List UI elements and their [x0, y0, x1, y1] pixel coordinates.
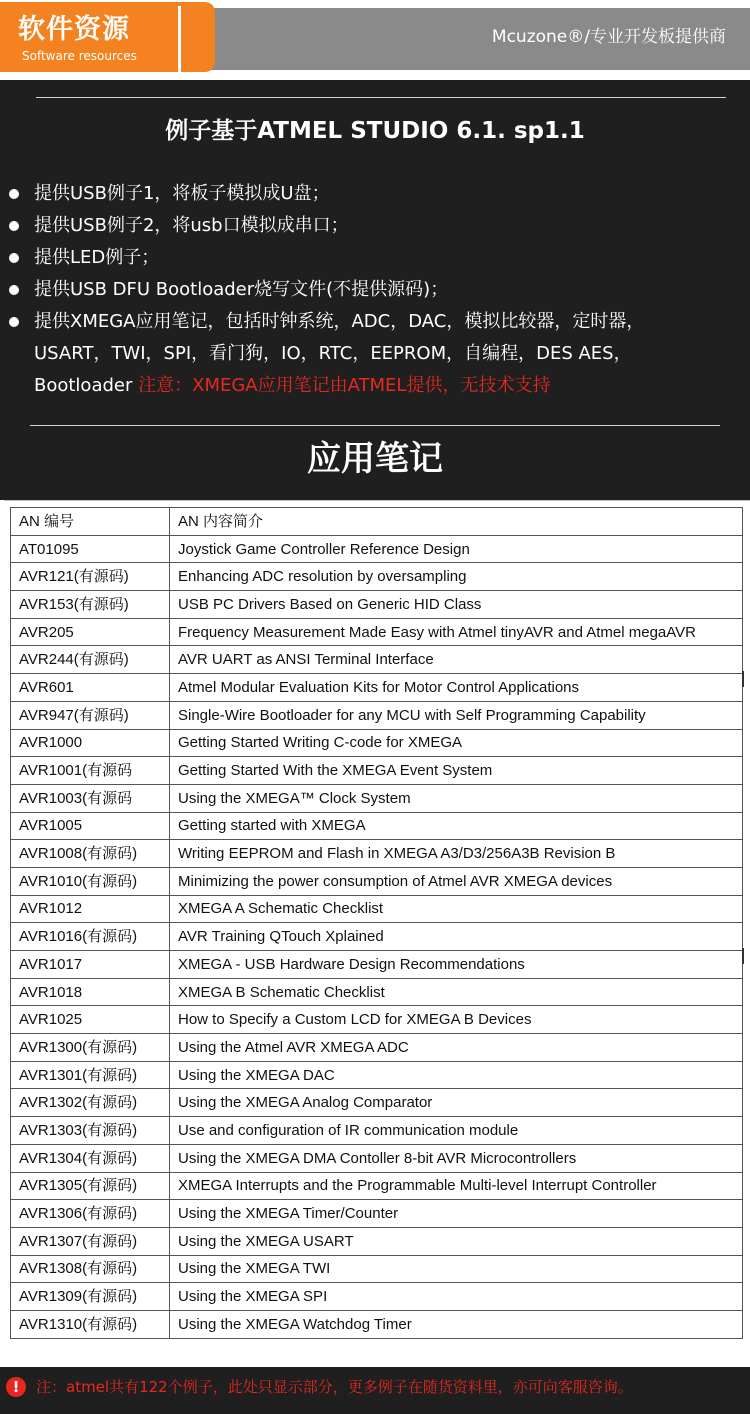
feature-text: 提供USB例子2，将usb口模拟成串口； — [34, 215, 349, 236]
an-summary-cell: Getting Started With the XMEGA Event System — [170, 757, 743, 785]
an-summary-cell: Single-Wire Bootloader for any MCU with Self Programming Capability — [170, 701, 743, 729]
table-row — [11, 1255, 743, 1283]
an-number-cell: AVR1305(有源码) — [11, 1172, 170, 1200]
an-summary-cell: Getting Started Writing C-code for XMEGA — [170, 729, 743, 757]
an-summary-cell: XMEGA B Schematic Checklist — [170, 978, 743, 1006]
an-summary-cell: USB PC Drivers Based on Generic HID Class — [170, 591, 743, 619]
table-row — [11, 951, 743, 979]
panel-heading: 例子基于ATMEL STUDIO 6.1. sp1.1 — [165, 118, 585, 144]
an-number-cell: AVR1017 — [11, 951, 170, 979]
exclamation-icon: ! — [6, 1377, 26, 1397]
an-number-cell: AVR1008(有源码) — [11, 840, 170, 868]
an-number-cell: AVR1307(有源码) — [11, 1227, 170, 1255]
an-summary-cell: Using the XMEGA Watchdog Timer — [170, 1310, 743, 1338]
feature-item — [0, 306, 720, 402]
header-badge — [0, 2, 215, 72]
table-row — [11, 591, 743, 619]
support-notice: 注意：XMEGA应用笔记由ATMEL提供，无技术支持 — [138, 375, 551, 396]
an-number-cell: AVR1302(有源码) — [11, 1089, 170, 1117]
an-summary-cell: Using the XMEGA SPI — [170, 1283, 743, 1311]
an-summary-cell: AVR UART as ANSI Terminal Interface — [170, 646, 743, 674]
table-row — [11, 674, 743, 702]
an-number-cell: AVR1003(有源码 — [11, 784, 170, 812]
feature-text: 提供LED例子； — [34, 247, 160, 268]
header-tagline: Mcuzone®/专业开发板提供商 — [491, 27, 726, 47]
an-number-cell: AVR947(有源码) — [11, 701, 170, 729]
an-number-cell: AVR1309(有源码) — [11, 1283, 170, 1311]
table-row — [11, 1061, 743, 1089]
an-number-cell: AVR1005 — [11, 812, 170, 840]
bullet-dot — [9, 221, 19, 231]
an-summary-cell: How to Specify a Custom LCD for XMEGA B Devices — [170, 1006, 743, 1034]
app-notes-table — [10, 507, 743, 1339]
an-number-cell: AVR153(有源码) — [11, 591, 170, 619]
an-summary-cell: Using the XMEGA DMA Contoller 8-bit AVR Microcontrollers — [170, 1144, 743, 1172]
an-summary-cell: Using the XMEGA Analog Comparator — [170, 1089, 743, 1117]
feature-text: 提供USB例子1，将板子模拟成U盘； — [34, 183, 330, 204]
feature-text: 提供XMEGA应用笔记，包括时钟系统，ADC，DAC，模拟比较器，定时器，USART，TWI，SPI，看门狗，IO，RTC，EEPROM，自编程，DES AES，Bootloader — [34, 311, 645, 396]
table-row — [11, 1144, 743, 1172]
an-summary-cell: Using the XMEGA USART — [170, 1227, 743, 1255]
table-row — [11, 867, 743, 895]
an-summary-cell: AVR Training QTouch Xplained — [170, 923, 743, 951]
bullet-dot — [9, 253, 19, 263]
an-number-cell: AT01095 — [11, 535, 170, 563]
feature-item — [0, 242, 720, 274]
an-number-cell: AVR205 — [11, 618, 170, 646]
an-number-cell: AVR1025 — [11, 1006, 170, 1034]
table-row — [11, 1089, 743, 1117]
table-row — [11, 1006, 743, 1034]
table-edge-mark — [742, 671, 744, 687]
table-row — [11, 757, 743, 785]
an-number-cell: AVR1016(有源码) — [11, 923, 170, 951]
header-cell-summary: AN 内容简介 — [170, 508, 743, 536]
header-title: 软件资源 — [18, 14, 130, 45]
table-row — [11, 618, 743, 646]
table-row — [11, 978, 743, 1006]
table-row — [11, 563, 743, 591]
table-header-row — [11, 508, 743, 536]
table-row — [11, 812, 743, 840]
an-number-cell: AVR1012 — [11, 895, 170, 923]
info-panel — [0, 80, 750, 500]
an-summary-cell: XMEGA Interrupts and the Programmable Multi-level Interrupt Controller — [170, 1172, 743, 1200]
feature-list — [0, 178, 720, 402]
bottom-divider — [30, 425, 720, 426]
table-row — [11, 1283, 743, 1311]
app-notes-table-wrap — [4, 500, 750, 1368]
an-number-cell: AVR1018 — [11, 978, 170, 1006]
feature-item — [0, 178, 720, 210]
table-row — [11, 1310, 743, 1338]
table-row — [11, 895, 743, 923]
an-number-cell: AVR1000 — [11, 729, 170, 757]
header-subtitle: Software resources — [22, 49, 137, 63]
header-cell-id: AN 编号 — [11, 508, 170, 536]
table-row — [11, 646, 743, 674]
bullet-dot — [9, 189, 19, 199]
an-summary-cell: Using the XMEGA TWI — [170, 1255, 743, 1283]
an-summary-cell: Atmel Modular Evaluation Kits for Motor Control Applications — [170, 674, 743, 702]
an-summary-cell: Writing EEPROM and Flash in XMEGA A3/D3/256A3B Revision B — [170, 840, 743, 868]
an-summary-cell: Using the Atmel AVR XMEGA ADC — [170, 1034, 743, 1062]
an-summary-cell: XMEGA A Schematic Checklist — [170, 895, 743, 923]
an-summary-cell: XMEGA - USB Hardware Design Recommendations — [170, 951, 743, 979]
table-row — [11, 1200, 743, 1228]
feature-item — [0, 210, 720, 242]
table-row — [11, 1117, 743, 1145]
an-number-cell: AVR1001(有源码 — [11, 757, 170, 785]
table-row — [11, 923, 743, 951]
an-summary-cell: Minimizing the power consumption of Atmel AVR XMEGA devices — [170, 867, 743, 895]
an-number-cell: AVR1010(有源码) — [11, 867, 170, 895]
table-row — [11, 1227, 743, 1255]
table-edge-mark — [742, 948, 744, 964]
an-summary-cell: Frequency Measurement Made Easy with Atmel tinyAVR and Atmel megaAVR — [170, 618, 743, 646]
table-row — [11, 1172, 743, 1200]
table-row — [11, 729, 743, 757]
table-row — [11, 784, 743, 812]
an-number-cell: AVR1310(有源码) — [11, 1310, 170, 1338]
section-title: 应用笔记 — [307, 439, 443, 479]
bullet-dot — [9, 317, 19, 327]
footer-text: 注：atmel共有122个例子，此处只显示部分，更多例子在随货资料里，亦可向客服咨询。 — [36, 1378, 633, 1396]
an-number-cell: AVR1304(有源码) — [11, 1144, 170, 1172]
an-number-cell: AVR1306(有源码) — [11, 1200, 170, 1228]
badge-divider — [178, 6, 181, 72]
an-summary-cell: Using the XMEGA Timer/Counter — [170, 1200, 743, 1228]
feature-item — [0, 274, 720, 306]
top-divider — [36, 97, 726, 98]
table-row — [11, 701, 743, 729]
page-header — [0, 0, 750, 80]
table-row — [11, 1034, 743, 1062]
an-number-cell: AVR1301(有源码) — [11, 1061, 170, 1089]
an-number-cell: AVR601 — [11, 674, 170, 702]
an-number-cell: AVR1303(有源码) — [11, 1117, 170, 1145]
table-row — [11, 840, 743, 868]
table-row — [11, 535, 743, 563]
bullet-dot — [9, 285, 19, 295]
an-number-cell: AVR121(有源码) — [11, 563, 170, 591]
an-number-cell: AVR1300(有源码) — [11, 1034, 170, 1062]
an-summary-cell: Joystick Game Controller Reference Design — [170, 535, 743, 563]
feature-text: 提供USB DFU Bootloader烧写文件(不提供源码)； — [34, 279, 449, 300]
an-summary-cell: Enhancing ADC resolution by oversampling — [170, 563, 743, 591]
footer-notice — [0, 1367, 750, 1414]
an-summary-cell: Using the XMEGA DAC — [170, 1061, 743, 1089]
an-number-cell: AVR1308(有源码) — [11, 1255, 170, 1283]
an-number-cell: AVR244(有源码) — [11, 646, 170, 674]
an-summary-cell: Using the XMEGA™ Clock System — [170, 784, 743, 812]
an-summary-cell: Use and configuration of IR communication module — [170, 1117, 743, 1145]
an-summary-cell: Getting started with XMEGA — [170, 812, 743, 840]
